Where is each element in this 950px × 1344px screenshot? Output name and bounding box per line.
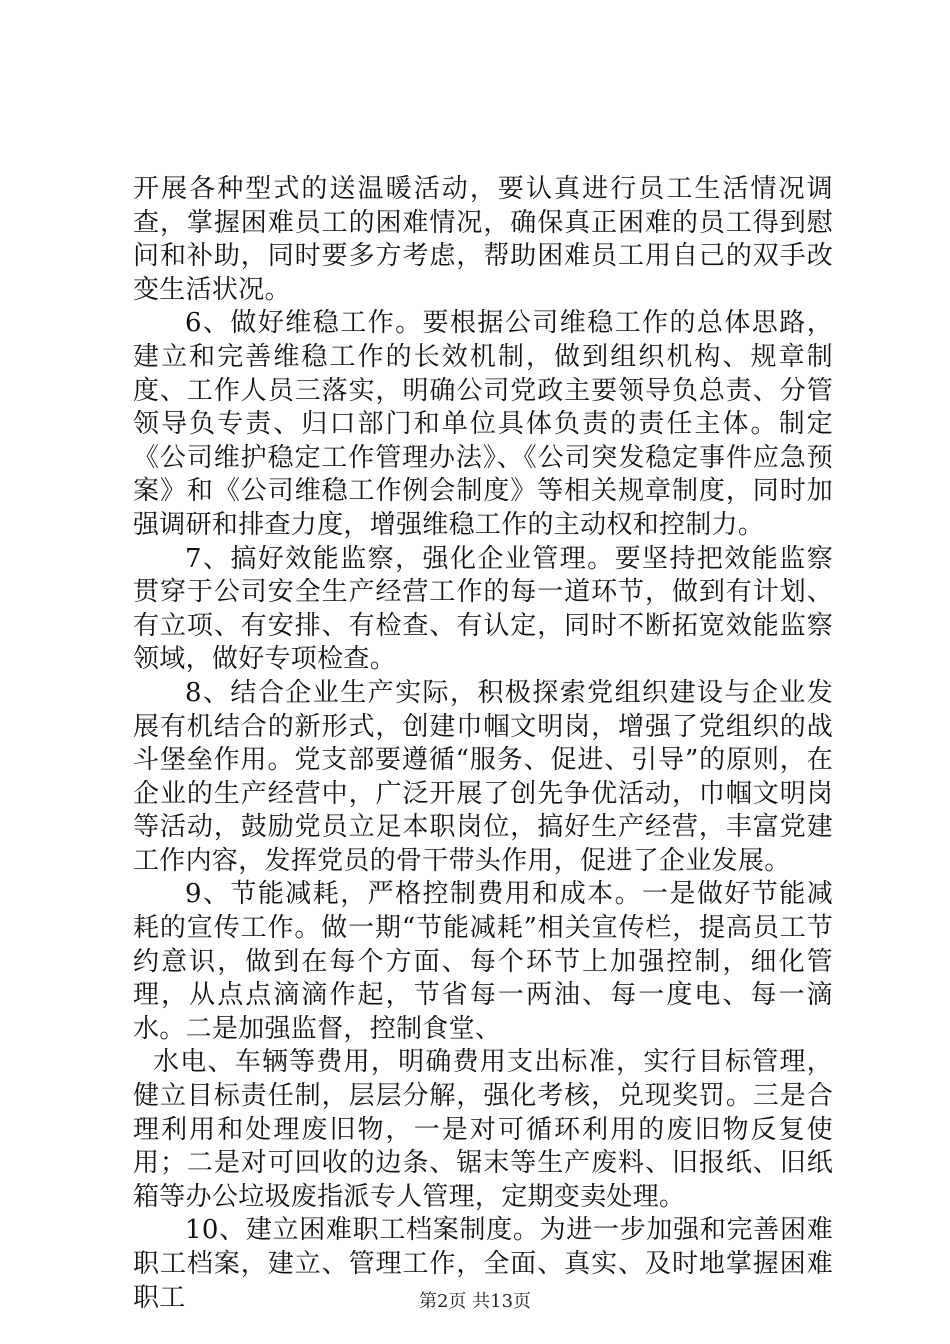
paragraph-item-9-continued: 水电、车辆等费用，明确费用支出标准，实行目标管理，健立目标责任制，层层分解，强化考核，兑现奖罚。三是合理利用和处理废旧物，一是对可循环利用的废旧物反复使用；二是对可回收的边条、锯末等生产废料、旧报纸、旧纸箱等办公垃圾废指派专人管理，定期变卖处理。 (133, 1047, 833, 1212)
document-body (133, 173, 833, 1315)
paragraph-item-8: 8、结合企业生产实际，积极探索党组织建设与企业发展有机结合的新形式，创建巾帼文明岗，增强了党组织的战斗堡垒作用。党支部要遵循“服务、促进、引导”的原则，在企业的生产经营中，广泛开展了创先争优活动，巾帼文明岗等活动，鼓励党员立足本职岗位，搞好生产经营，丰富党建工作内容，发挥党员的骨干带头作用，促进了企业发展。 (133, 677, 833, 876)
paragraph-item-10: 10、建立困难职工档案制度。为进一步加强和完善困难职工档案，建立、管理工作，全面、真实、及时地掌握困难职工 (133, 1215, 833, 1313)
page-number-footer: 第2页 共13页 (418, 1291, 532, 1312)
paragraph-continuation: 开展各种型式的送温暖活动，要认真进行员工生活情况调查，掌握困难员工的困难情况，确保真正困难的员工得到慰问和补助，同时要多方考虑，帮助困难员工用自己的双手改变生活状况。 (133, 174, 833, 305)
paragraph-item-7: 7、搞好效能监察，强化企业管理。要坚持把效能监察贯穿于公司安全生产经营工作的每一道环节，做到有计划、有立项、有安排、有检查、有认定，同时不断拓宽效能监察领域，做好专项检查。 (133, 543, 833, 675)
paragraph-item-9: 9、节能减耗，严格控制费用和成本。一是做好节能减耗的宣传工作。做一期“节能减耗”相关宣传栏，提高员工节约意识，做到在每个方面、每个环节上加强控制，细化管理，从点点滴滴作起，节省每一两油、每一度电、每一滴水。二是加强监督，控制食堂、 (133, 879, 833, 1044)
paragraph-item-6: 6、做好维稳工作。要根据公司维稳工作的总体思路，建立和完善维稳工作的长效机制，做到组织机构、规章制度、工作人员三落实，明确公司党政主要领导负总责、分管领导负专责、归口部门和单位具体负责的责任主体。制定《公司维护稳定工作管理办法》、《公司突发稳定事件应急预案》和《公司维稳工作例会制度》等相关规章制度，同时加强调研和排查力度，增强维稳工作的主动权和控制力。 (133, 308, 833, 540)
